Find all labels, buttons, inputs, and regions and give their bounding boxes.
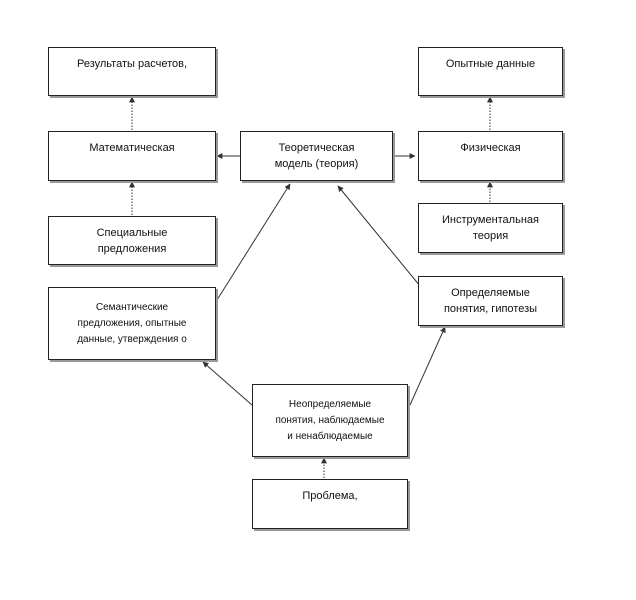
- node-special: [48, 216, 216, 265]
- node-problem-line-1: Проблема,: [302, 490, 358, 502]
- node-semantic-line-1: Семантические: [95, 301, 169, 313]
- node-definable-line-2: понятия, гипотезы: [443, 303, 538, 315]
- node-semantic-line-3: данные, утверждения о: [77, 333, 187, 345]
- node-undefinable: [252, 384, 408, 457]
- node-undefinable-line-3: и ненаблюдаемые: [287, 430, 373, 442]
- node-special-line-1: Специальные: [96, 226, 168, 239]
- node-semantic-line-2: предложения, опытные: [77, 317, 187, 329]
- node-definable-line-1: Определяемые: [451, 287, 530, 299]
- node-instrumental: [418, 203, 563, 253]
- node-instrumental-line-2: теория: [472, 230, 509, 242]
- node-results-line-1: Результаты расчетов,: [76, 58, 188, 70]
- node-instrumental-line-1: Инструментальная: [442, 214, 539, 226]
- node-theoretical: [240, 131, 393, 181]
- node-undefinable-line-1: Неопределяемые: [288, 398, 372, 410]
- node-results: [48, 47, 216, 96]
- node-problem: [252, 479, 408, 529]
- node-physical: [418, 131, 563, 181]
- node-physical-line-1: Физическая: [460, 142, 521, 154]
- node-theoretical-line-2: модель (теория): [274, 158, 359, 170]
- node-experimental-line-1: Опытные данные: [445, 58, 536, 70]
- arrow-undefinable-to-definable: [410, 327, 445, 405]
- arrow-semantic-to-theoretical: [217, 184, 290, 300]
- node-theoretical-line-1: Теоретическая: [278, 142, 355, 154]
- node-definable: [418, 276, 563, 326]
- arrow-definable-to-theoretical: [338, 186, 420, 286]
- arrow-undefinable-to-semantic: [203, 362, 252, 405]
- node-undefinable-line-2: понятия, наблюдаемые: [275, 414, 385, 426]
- node-mathematical: [48, 131, 216, 181]
- node-mathematical-line-1: Математическая: [89, 142, 175, 154]
- node-semantic: [48, 287, 216, 360]
- node-experimental: [418, 47, 563, 96]
- node-special-line-2: предложения: [97, 242, 167, 255]
